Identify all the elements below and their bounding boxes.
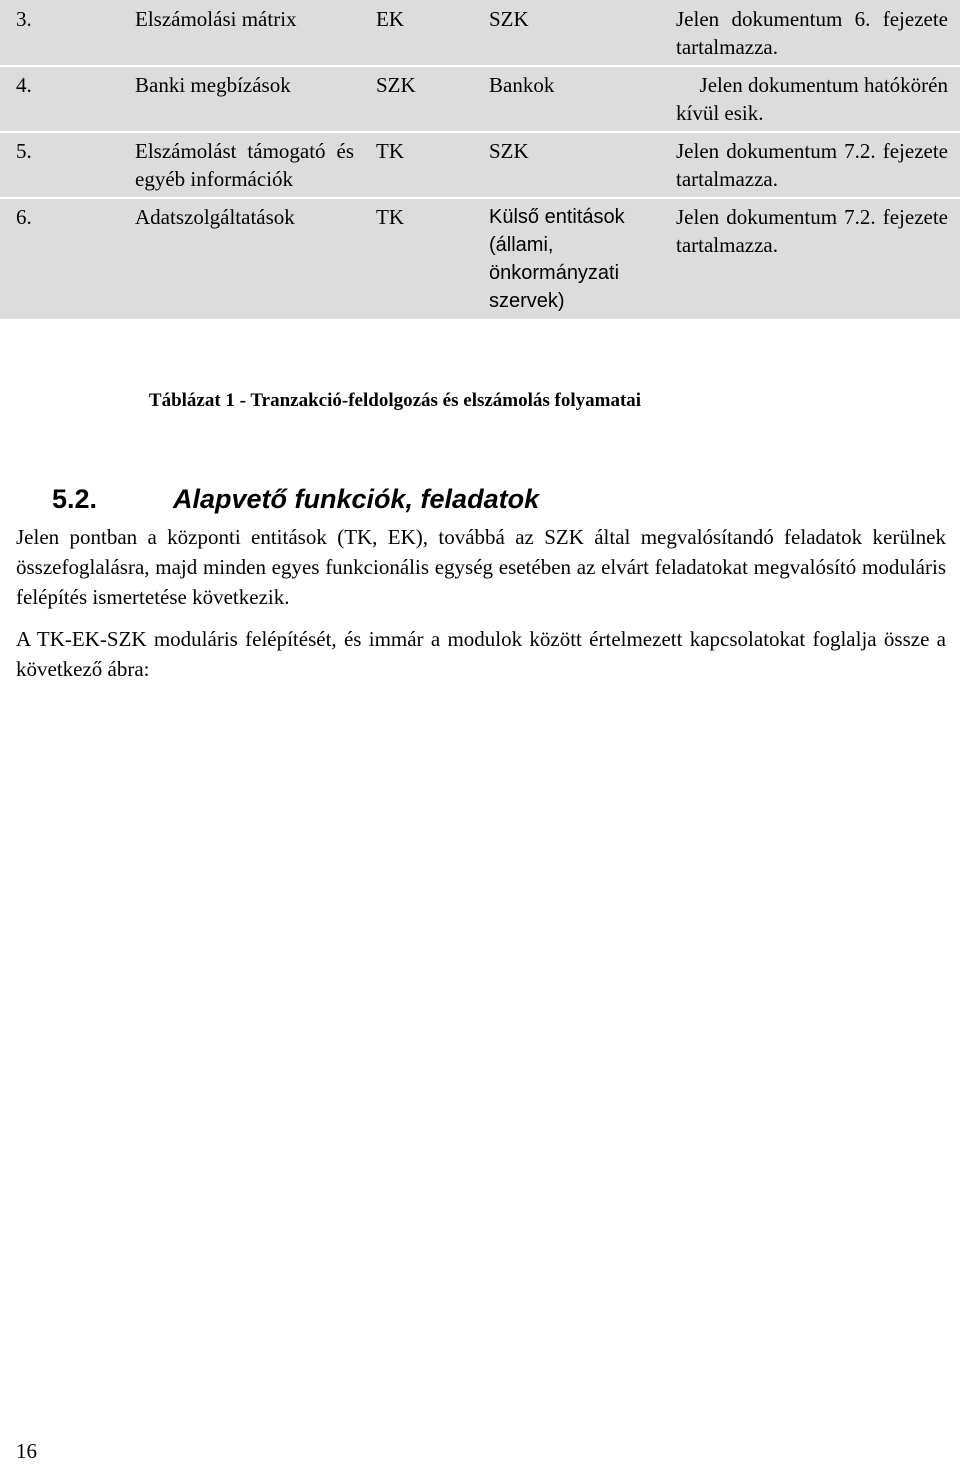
row-source: EK xyxy=(376,0,489,66)
row-description: Jelen dokumentum hatókörén kívül esik. xyxy=(676,66,960,132)
row-name: Elszámolást támogató és egyéb információk xyxy=(135,132,376,198)
section-number: 5.2. xyxy=(52,484,98,514)
row-source: SZK xyxy=(376,66,489,132)
row-description: Jelen dokumentum 6. fejezete tartalmazza. xyxy=(676,0,960,66)
row-destination: SZK xyxy=(489,132,676,198)
row-description: Jelen dokumentum 7.2. fejezete tartalmazza. xyxy=(676,132,960,198)
row-name: Adatszolgáltatások xyxy=(135,198,376,320)
process-table xyxy=(0,0,960,321)
table-row xyxy=(0,0,960,66)
row-name: Banki megbízások xyxy=(135,66,376,132)
table-row xyxy=(0,132,960,198)
table-caption: Táblázat 1 - Tranzakció-feldolgozás és elszámolás folyamatai xyxy=(148,390,642,411)
row-number: 5. xyxy=(0,132,135,198)
page-number: 16 xyxy=(16,1439,37,1463)
body-paragraph: Jelen pontban a központi entitások (TK, EK), továbbá az SZK által megvalósítandó feladatok kerülnek összefoglalásra, majd minden egyes funkcionális egység esetében az elvárt feladatokat megvalósító moduláris felépítés ismertetése következik. xyxy=(16,525,946,609)
row-number: 3. xyxy=(0,0,135,66)
row-source: TK xyxy=(376,132,489,198)
row-destination: Bankok xyxy=(489,66,676,132)
section-heading xyxy=(52,482,539,516)
table-row xyxy=(0,198,960,320)
row-destination: SZK xyxy=(489,0,676,66)
row-number: 4. xyxy=(0,66,135,132)
row-destination: Külső entitások (állami, önkormányzati szervek) xyxy=(489,198,676,320)
row-source: TK xyxy=(376,198,489,320)
row-name: Elszámolási mátrix xyxy=(135,0,376,66)
body-paragraph: A TK-EK-SZK moduláris felépítését, és immár a modulok között értelmezett kapcsolatokat foglalja össze a következő ábra: xyxy=(16,627,946,681)
table-row xyxy=(0,66,960,132)
section-title: Alapvető funkciók, feladatok xyxy=(173,484,540,514)
row-number: 6. xyxy=(0,198,135,320)
row-description: Jelen dokumentum 7.2. fejezete tartalmazza. xyxy=(676,198,960,320)
